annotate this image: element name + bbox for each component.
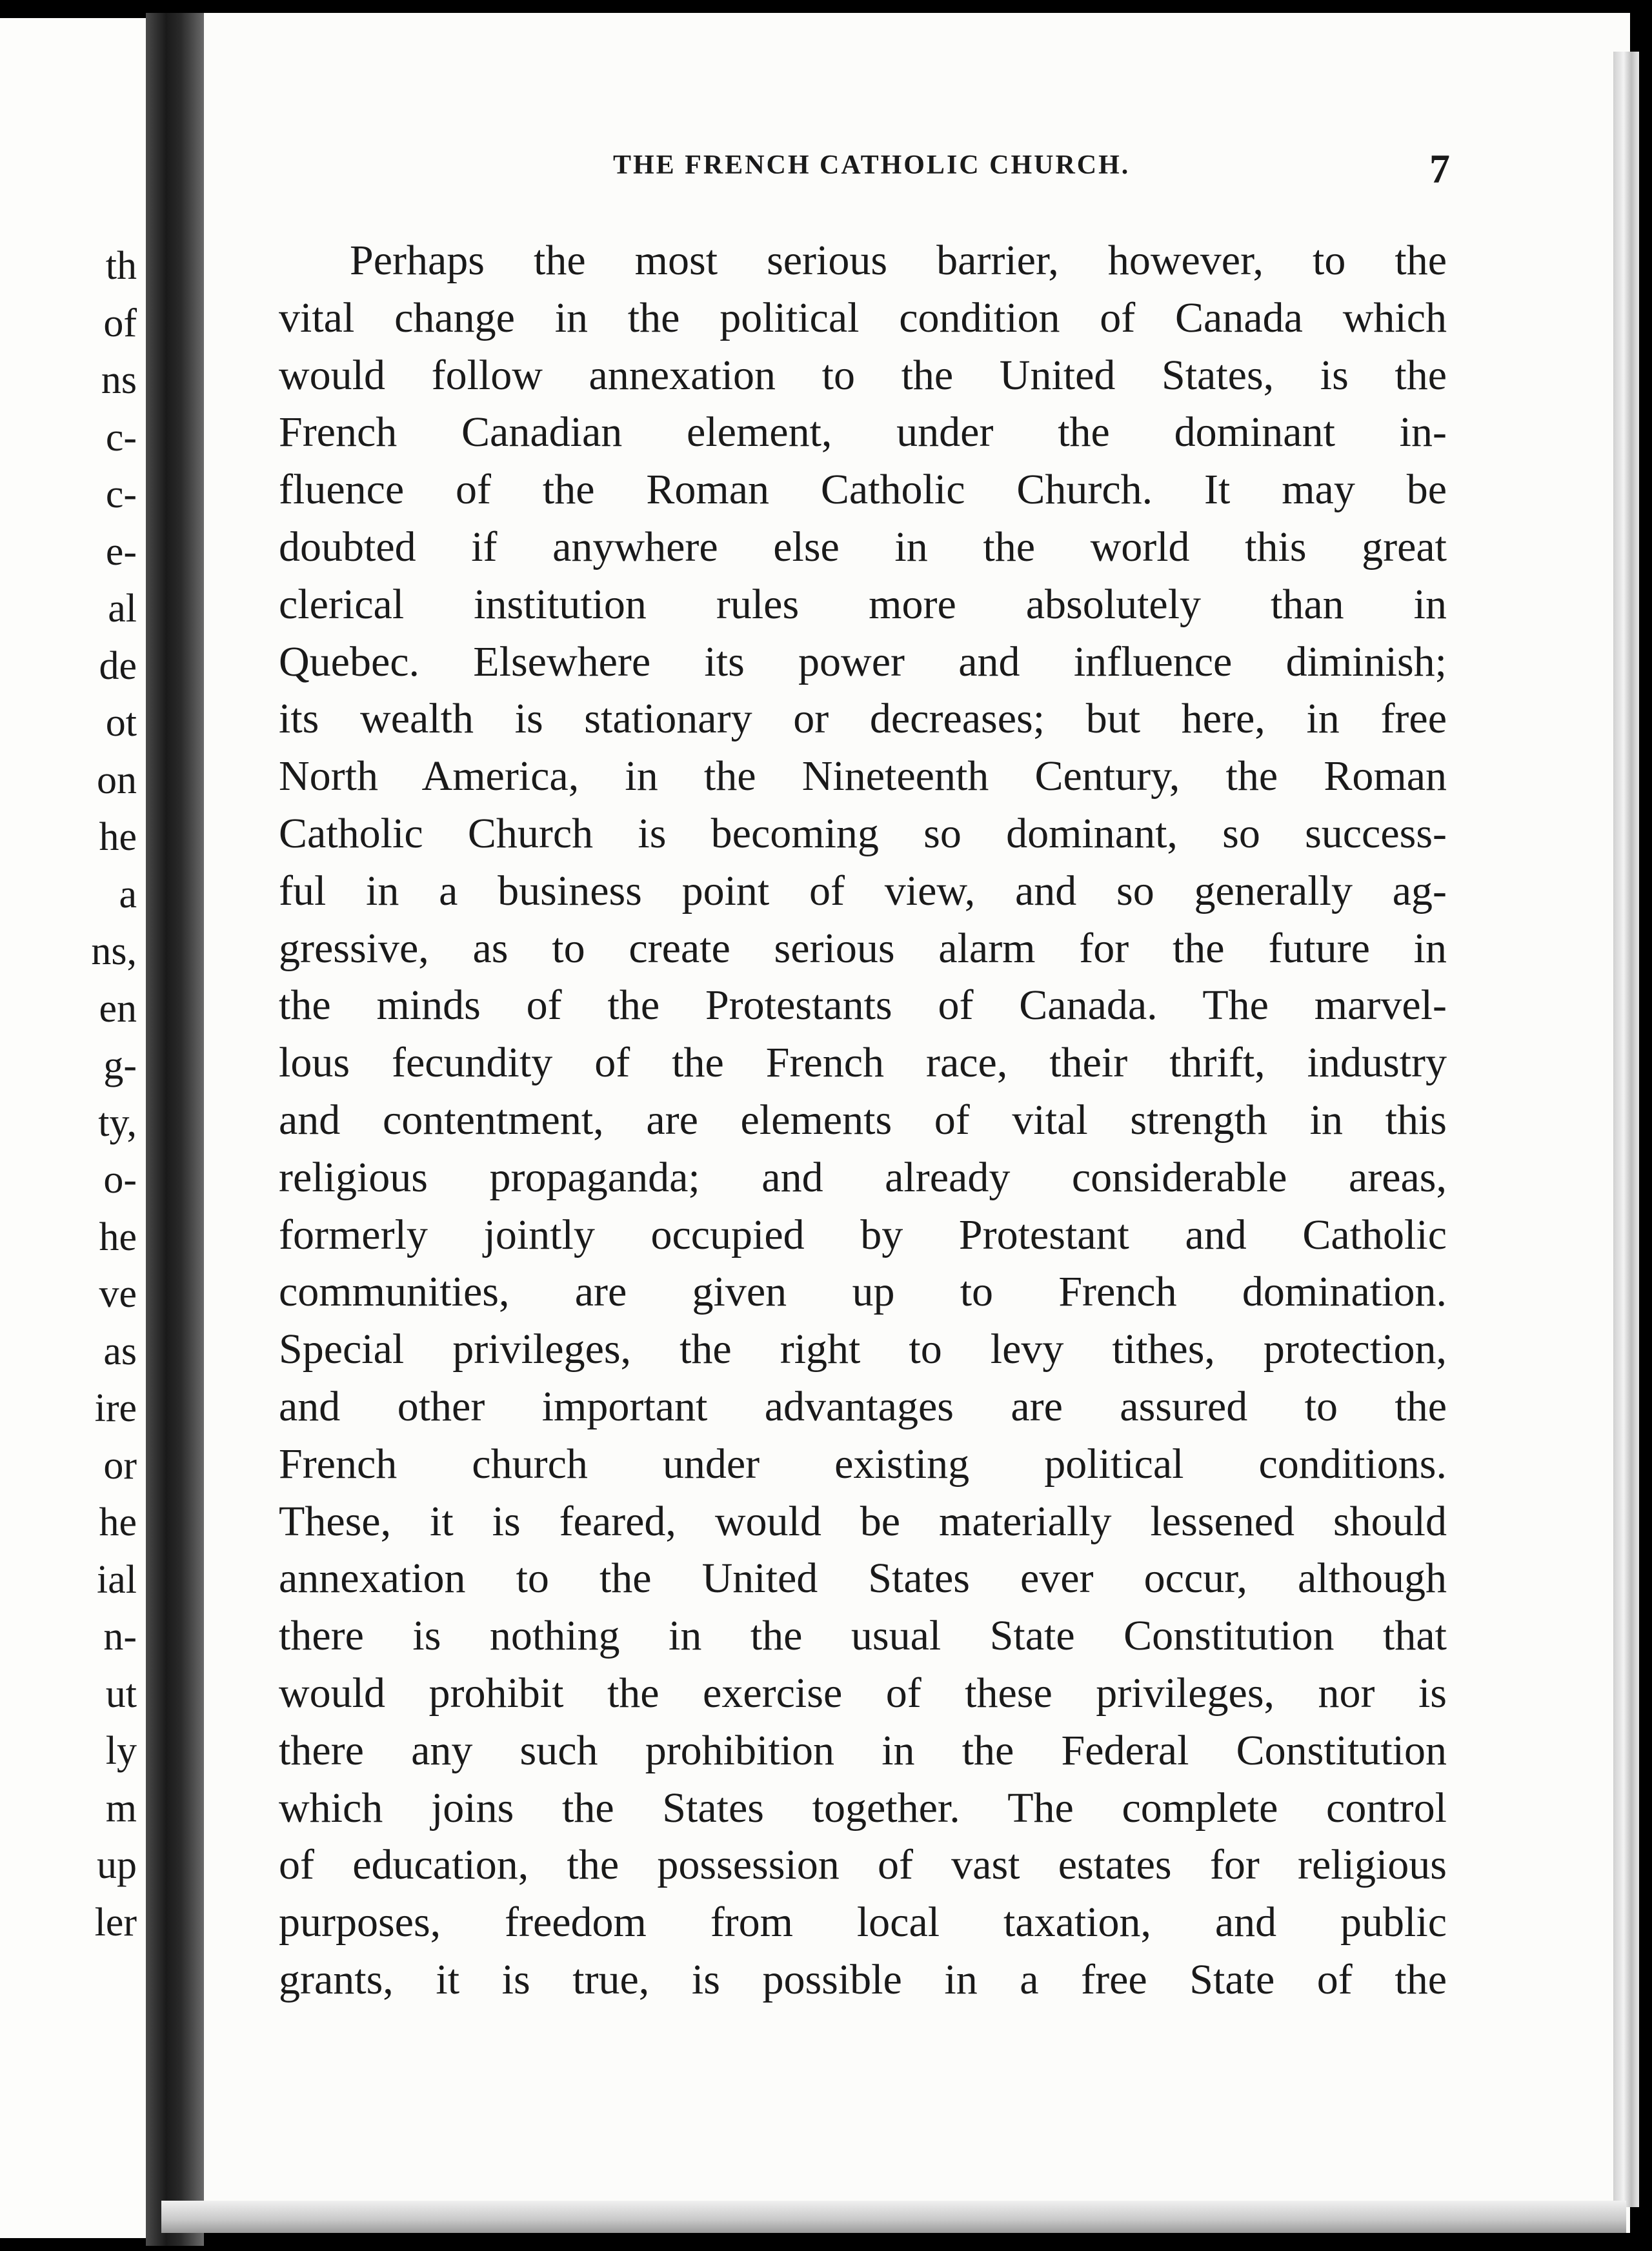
left-page-fragment: on (97, 758, 137, 802)
left-page-fragment: as (103, 1329, 137, 1373)
text-line: Quebec. Elsewhere its power and influence diminish; (279, 638, 1447, 685)
left-page-fragment: e- (105, 529, 137, 574)
left-page-text-fragments (0, 237, 142, 1951)
left-page-fragment: of (103, 301, 137, 345)
text-line: fluence of the Roman Catholic Church. It may be (279, 466, 1447, 514)
text-line: purposes, freedom from local taxation, and public (279, 1899, 1447, 1946)
left-page-fragment: ler (94, 1900, 137, 1944)
left-page-fragment: n- (103, 1615, 137, 1659)
left-page-fragment: ty, (98, 1100, 137, 1145)
left-page-fragment: ial (97, 1557, 137, 1602)
left-page-fragment: or (103, 1443, 137, 1488)
text-line: formerly jointly occupied by Protestant and Catholic (279, 1211, 1447, 1258)
left-page-fragment: c- (105, 415, 137, 459)
left-page-fragment: he (99, 1215, 137, 1259)
left-page-fragment: th (105, 244, 137, 288)
text-line: ful in a business point of view, and so generally ag- (279, 867, 1447, 914)
text-line: annexation to the United States ever occur, although (279, 1555, 1447, 1602)
left-page-fragment: al (108, 587, 137, 631)
page-number: 7 (1429, 146, 1450, 192)
text-line: vital change in the political condition of Canada which (279, 294, 1447, 341)
text-line: there any such prohibition in the Federal Constitution (279, 1726, 1447, 1774)
text-line: which joins the States together. The complete control (279, 1784, 1447, 1832)
page-bottom-edge (161, 2201, 1626, 2233)
text-line: the minds of the Protestants of Canada. The marvel- (279, 982, 1447, 1029)
text-line: and other important advantages are assured to the (279, 1382, 1447, 1430)
text-line: grants, it is true, is possible in a free State of the (279, 1955, 1447, 2003)
text-line: French Canadian element, under the dominant in- (279, 409, 1447, 456)
text-line: would follow annexation to the United States, is the (279, 351, 1447, 399)
left-page-fragment: ns (101, 358, 137, 402)
text-line: and contentment, are elements of vital strength in this (279, 1096, 1447, 1144)
left-page-fragment: ly (105, 1729, 137, 1773)
left-page-fragment: ut (105, 1671, 137, 1716)
text-line: would prohibit the exercise of these privileges, nor is (279, 1669, 1447, 1717)
left-page-fragment: he (99, 815, 137, 859)
left-page-fragment: up (97, 1843, 137, 1887)
text-line: Perhaps the most serious barrier, however, to the (350, 237, 1447, 284)
text-line: lous fecundity of the French race, their thrift, industry (279, 1039, 1447, 1087)
left-page-fragment: a (119, 872, 137, 916)
running-head: THE FRENCH CATHOLIC CHURCH. (613, 150, 1131, 180)
text-line: North America, in the Nineteenth Century, the Roman (279, 752, 1447, 800)
left-page-fragment: m (105, 1786, 137, 1830)
text-line: gressive, as to create serious alarm for the future in (279, 924, 1447, 972)
left-facing-page (0, 18, 146, 2238)
text-line: communities, are given up to French domination. (279, 1268, 1447, 1316)
text-line: there is nothing in the usual State Constitution that (279, 1612, 1447, 1660)
text-line: Special privileges, the right to levy tithes, protection, (279, 1326, 1447, 1373)
text-line: its wealth is stationary or decreases; but here, in free (279, 695, 1447, 743)
left-page-fragment: o- (103, 1158, 137, 1202)
left-page-fragment: ve (99, 1272, 137, 1316)
text-line: religious propaganda; and already considerable areas, (279, 1153, 1447, 1201)
left-page-fragment: g- (103, 1044, 137, 1087)
left-page-fragment: en (99, 986, 137, 1031)
left-page-fragment: ire (94, 1386, 137, 1430)
text-line: doubted if anywhere else in the world this great (279, 523, 1447, 570)
left-page-fragment: c- (105, 472, 137, 516)
text-line: of education, the possession of vast estates for religious (279, 1841, 1447, 1889)
text-line: French church under existing political conditions. (279, 1440, 1447, 1488)
text-line: clerical institution rules more absolutely than in (279, 580, 1447, 628)
left-page-fragment: he (99, 1500, 137, 1544)
text-line: These, it is feared, would be materially lessened should (279, 1497, 1447, 1545)
book-gutter (146, 13, 204, 2246)
left-page-fragment: ot (105, 701, 137, 745)
page-edge (1613, 52, 1639, 2207)
left-page-fragment: ns, (91, 929, 137, 973)
left-page-fragment: de (99, 643, 137, 688)
text-line: Catholic Church is becoming so dominant, so success- (279, 809, 1447, 857)
body-paragraph (279, 232, 1447, 2009)
